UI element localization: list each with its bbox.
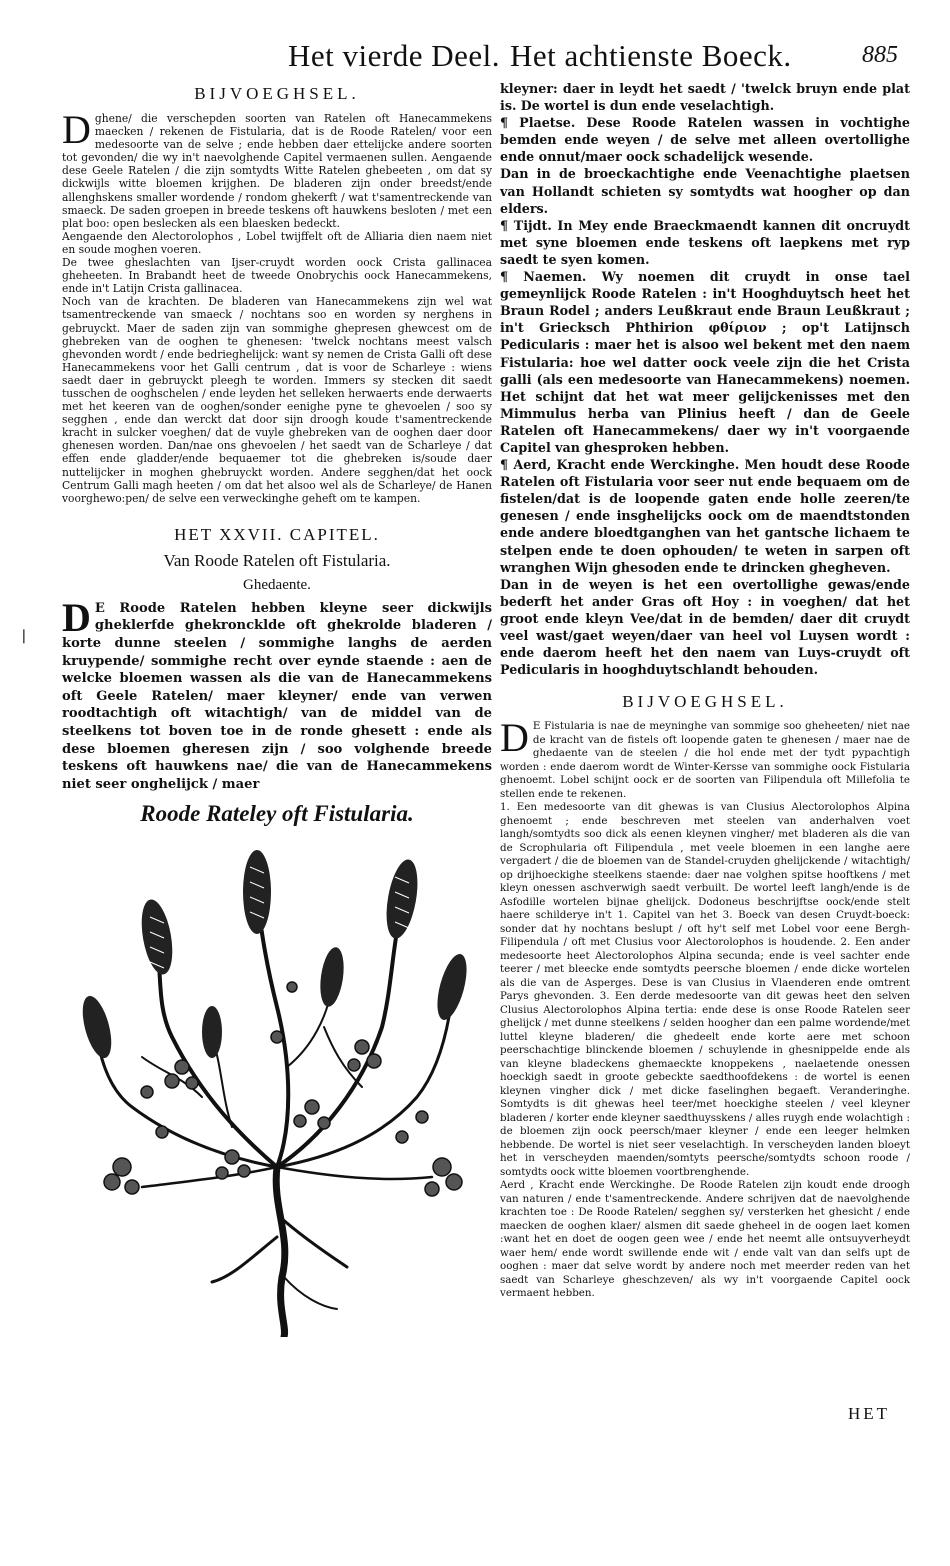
page-number: 885 <box>862 42 898 68</box>
chapter-subtitle: Van Roode Ratelen oft Fistularia. <box>163 550 391 570</box>
catchword: HET <box>847 1404 890 1423</box>
figure-caption: Roode Rateley oft Fistularia. <box>140 801 414 827</box>
paragraph: ¶ Plaetse. Dese Roode Ratelen wassen in vochtighe bemden ende weyen / de selve met alleen overtollighe ende onnut/maer oock schadelijck wesende. <box>500 115 910 165</box>
drop-capital: D <box>500 715 529 761</box>
bijvoeghsel-body-right <box>500 715 910 1301</box>
paragraph: ¶ Tijdt. In Mey ende Braeckmaendt kannen dit oncruydt met syne bloemen ende teskens oft laepkens met ryp saedt te syen komen. <box>500 217 910 267</box>
paragraph-text: ghene/ die verschepden soorten van Ratelen oft Hanecammekens maecken / rekenen de Fistularia, dat is de Roode Ratelen/ voor een medesoorte van de selve ; ende hebben daer ettelijcke andere soorten tot gevonden/ die wy in't naevolghende Capitel vermaenen sullen. Aengaende dese Geele Ratelen / die zijn somtydts Witte Ratelen ghebeeten , om dat sy dickwijls witte bloemen krijghen. De bladeren zijn onder breedst/ende allenghskens smaller wordende / rondom ghekerft / wat t'samentreckende van smaeck. De saden groepen in breede teskens oft hauwkens besloten / met een plat boo: open beslecken als een blaesken bedeckt. <box>62 112 492 230</box>
bijvoeghsel-heading-right: BIJVOEGHSEL. <box>622 692 788 712</box>
plant-illustration-icon <box>62 837 492 1337</box>
paragraph: kleyner: daer in leydt het saedt / 'twelck bruyn ende plat is. De wortel is dun ende veselachtigh. <box>500 81 910 114</box>
chapter-continuation <box>500 80 910 678</box>
plant-woodcut <box>62 837 492 1337</box>
paragraph: Dan in de broeckachtighe ende Veenachtighe plaetsen van Hollandt schieten sy somtydts wat hoogher op dan elders. <box>500 166 910 216</box>
paragraph: De twee gheslachten van Ijser-cruydt worden oock Crista gallinacea gheheeten. In Brabandt heet de tweede Onobrychis oock Hanecammekens, ende in't Latijn Crista gallinacea. <box>62 256 492 296</box>
margin-marker: ❘ <box>18 628 30 644</box>
paragraph <box>62 594 492 794</box>
bijvoeghsel-heading: BIJVOEGHSEL. <box>194 84 360 103</box>
left-column <box>62 80 492 1337</box>
drop-capital: D <box>62 107 91 152</box>
ghedaente-body <box>62 594 492 794</box>
right-column <box>500 80 910 1301</box>
bijvoeghsel-body <box>62 107 492 505</box>
running-head-right: Het achtienste Boeck. <box>510 38 792 73</box>
paragraph: 1. Een medesoorte van dit ghewas is van Clusius Alectorolophos Alpina ghenoemt ; ende beschreven met steelen van anderhalven voet langh/somtydts soo dick als eenen kleynen vingher/ met bladeren als die van de Scrophularia oft Filipendula , met veele bloemen in een langhe aere vergadert / die de bloemen van de Standel-cruyden ghelijckende / witachtigh/ op drijhoeckighe steelkens staende: daer nae volghen spitse hooftkens / met kleyn onessen aschverwigh saedt verbuilt. De wortel leeft langh/ende is de Asfodille wortelen bijnae ghelijck. Dodoneus beschrijftse oock/ende stelt haere schilderye in't 1. Capitel van het 3. Boeck van desen Cruydt-boeck: sonder dat hy nochtans beslupt / oft hy't self met Lobel voor eene Bergh-Filipendula / oft met Clusius voor Alectorolophos is houdende. 2. Een ander medesoorte heet Alectorolophos Alpina secunda; ende is veel sachter ende teerer / met bleecke ende somtydts peersche bloemen / ende dicke wortelen als die van de Asperges. Dese is van Clusius in Vlaenderen ende omtrent Parys ghevonden. 3. Een derde medesoorte van dit gewas heet den selven Clusius Alectorolophos Alpina tertia: ende dese is onse Roode Ratelen seer ghelijck / met dunne steelkens / selden hoogher dan een palme wordende/met luttel kleyne bladeren/ die ghedeelt ende korte aere met schoon peerschachtige blinckende bloemen / schuylende in ghesnippelde ende als van kleyne bladeckens ghemaeckte knoppekens , naelaetende onessen hoeckigh saedt in groote gebeckte saedthoofdekens : de wortel is eenen kleynen vingher dick / met dicke faselinghen begaeft. Veranderinghe. Somtydts is dit ghewas heel teer/met hoeckighe steelen / veel kleyner bladeren / korter ende kleyner saedthuysskens / alles ruygh ende wolachtigh : de bloemen zijn oock peersch/maer kleyner / ende een leeger helmken hebbende. De wortel is niet seer veselachtigh. In verscheyden landen bloeyt het in verscheyden maenden/somtyts peersche/somtydts schoon roode / somtydts oock witte bloemen voortbrenghende. <box>500 801 910 1178</box>
paragraph: ¶ Naemen. Wy noemen dit cruydt in onse tael gemeynlijck Roode Ratelen : in't Hooghduytsch heet het Braun Rodel ; anders Leußkraut ende Braun Leußkraut ; in't Griecksch Phthirion φθίριον ; op't Latijnsch Pedicularis : maer het is alsoo wel bekent met den naem Fistularia: hoe wel datter oock veele zijn die het Crista galli (als een medesoorte van Hanecammekens) noemen. Het schijnt dat het wat meer gelijckenisses met den Mimmulus herba van Plinius heeft / dan de Geele Ratelen oft Hanecammekens/ daer wy in't voorgaende Capitel van ghesproken hebben. <box>500 269 910 455</box>
paragraph <box>500 715 910 801</box>
paragraph: Aengaende den Alectorolophos , Lobel twijffelt oft de Alliaria dien naem niet en soude moghen voeren. <box>62 229 492 256</box>
ghedaente-label: Ghedaente. <box>243 576 311 593</box>
paragraph: Aerd , Kracht ende Werckinghe. De Roode Ratelen zijn koudt ende droogh van naturen / ende t'samentreckende. Andere schrijven dat de naevolghende krachten toe : De Roode Ratelen/ segghen sy/ versterken het ghesicht / ende maecken de ooghen klaer/ alsmen dit saede gheheel in de oogen laet komen :want het en doet de oogen geen wee / ende het neemt alle ontsuyverheydt waer hem/ ende wordt swillende ende wit / ende valt van dan selfs upt de ooghen : maer dat selve wordt by andere noch met meerder reden van het saedt van Scharleye gheschzeven/ als wy in't voorgaende Capitel oock vermaent hebben. <box>500 1179 910 1300</box>
paragraph-text: E Roode Ratelen hebben kleyne seer dickwijls gheklerfde ghekroncklde oft ghekrolde bladeren / korte dunne steelen / sommighe langhs de aerden kruypende/ sommighe recht over eynde staende : aen de welcke bloemen wassen als die van de Hanecammekens oft Geele Ratelen/ maer kleyner/ ende van verwen roodtachtigh oft witachtigh/ van de middel van de steelkens tot boven toe in de ronde ghesett : ende als dese bloemen gheresen zijn / soo volghende breede teskens oft hauwkens nae/ die van de Hanecammekens niet seer onghelijck / maer <box>62 600 492 792</box>
chapter-title: HET XXVII. CAPITEL. <box>174 524 380 544</box>
paragraph-text: E Fistularia is nae de meyninghe van sommige soo gheheeten/ niet nae de kracht van de fistels oft loopende gaten te ghenesen / maer nae de ghedaente van de steelen / die hol ende met der tydt pypachtigh worden : ende daerom wordt de Winter-Kersse van sommighe oock Fistularia ghenoemt. Lobel schijnt oock er de soorten van Filipendula oft Millefolia te stellen ende te rekenen. <box>500 720 910 800</box>
paragraph: Dan in de weyen is het een overtollighe gewas/ende bederft het ander Gras oft Hoy : in voeghen/ dat het groot ende kleyn Vee/dat in de bemden/ daer dit cruydt veel wast/gaet weyen/daer van heel vol Luysen wordt : ende daerom heeft het den naem van Luys-cruydt oft Pedicularis in hooghduytschlandt behouden. <box>500 576 910 678</box>
paragraph: ¶ Aerd, Kracht ende Werckinghe. Men houdt dese Roode Ratelen oft Fistularia voor seer nut ende bequaem om de fistelen/dat is de loopende gaten ende holle zeeren/te genesen / ende insghelijcks oock om de maendtstonden ende andere bloedtganghen van het gantsche lichaem te stelpen ende te doen ophouden/ te weten in sarpen oft wranghen Wijn ghesoden ende te drincken ghegheven. <box>500 457 910 575</box>
drop-capital: D <box>62 594 91 640</box>
running-head-left: Het vierde Deel. <box>288 38 500 73</box>
paragraph <box>62 107 492 230</box>
paragraph: Noch van de krachten. De bladeren van Hanecammekens zijn wel wat tsamentreckende van smaeck / nochtans soo en worden sy nerghens in gebruyckt. Maer de saden zijn van sommighe ghepresen ghewcest om de ghebreken van de ooghen te ghenesen: 'twelck nochtans meest valsch ghevonden wordt / ende bedrieghelijck: want sy nemen de Crista Galli oft dese Hanecammekens voor het Galli centrum , dat is voor de Scharleye : wiens saedt daer in gebruyckt pleegh te worden. Immers sy stecken dit saedt tusschen de ooghschelen / ende leyden het selleken herwaerts ende derwaerts met het keeren van de ooghen/sonder eenighe pyne te ghevoelen / soo sy segghen , ende dan werckt dat door sijn droogh koude t'samentreckende kracht in sulcker voeghen/ dat de vuyle ghebreken van de ooghen daer door ghenesen worden. Dan/nae ons ghevoelen / het saedt van de Scharleye / dat effen ende gladder/ende bequaemer tot die ghebreken is/soude daer nuttelijcker in moghen ghebruyckt worden. Andere segghen/dat het oock Centrum Galli magh heeten / om dat het alsoo wel als de Scharleye/ de Hanen voorghewo:pen/ de selve een verweckinghe geheft om te kampen. <box>62 295 492 505</box>
